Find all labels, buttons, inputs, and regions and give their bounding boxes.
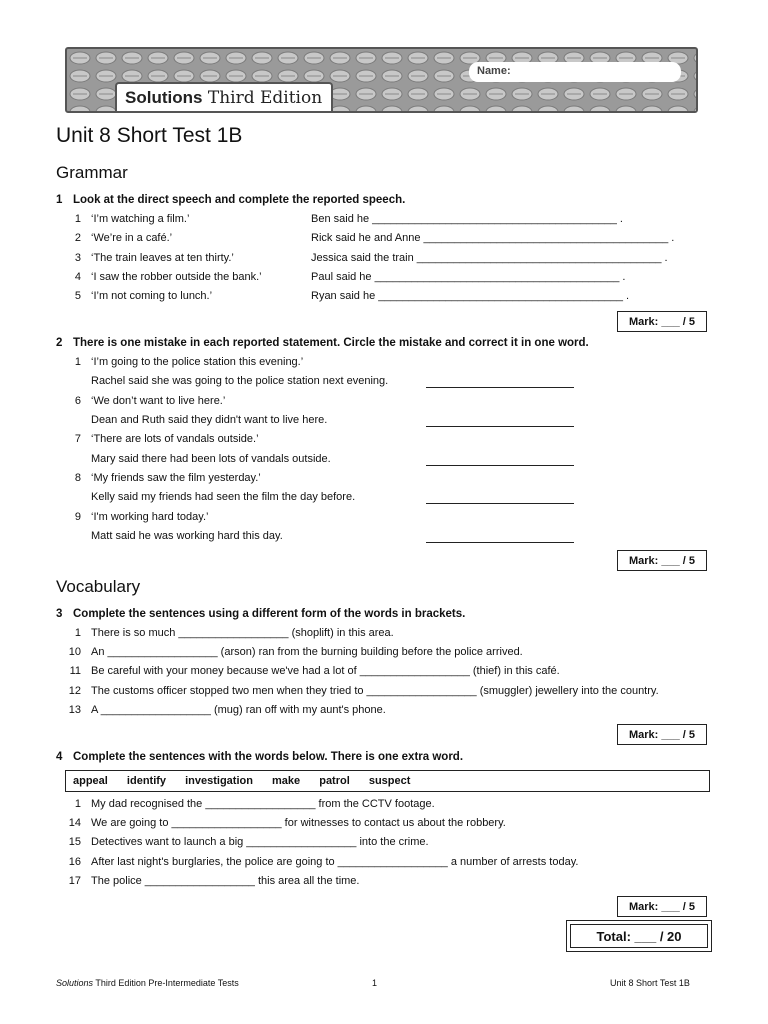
q1-answer[interactable]: Jessica said the train ________________________________________ . [311,252,668,264]
total-score: Total: ___ / 20 [570,924,708,948]
word-bank-item: patrol [319,775,350,787]
q4-heading: 4 Complete the sentences with the words below. There is one extra word. [56,751,464,763]
q3-item[interactable]: 12 The customs officer stopped two men when they tried to __________________ (smuggler) jewellery into the country. [68,685,659,697]
q4-item[interactable]: 16 After last night's burglaries, the police are going to __________________ a number of arrests today. [68,856,579,868]
q2-statement: Dean and Ruth said they didn't want to live here. [91,414,328,426]
brand-rest: Third Edition [202,88,323,108]
q2-statement: Kelly said my friends had seen the film the day before. [91,491,356,503]
q1-item: 3 ‘The train leaves at ten thirty.’ [74,252,234,264]
q2-item: 9 ‘I'm working hard today.’ [74,511,209,523]
q1-item: 4 ‘I saw the robber outside the bank.’ [74,271,262,283]
q1-answer[interactable]: Paul said he ________________________________________ . [311,271,626,283]
word-bank-item: identify [126,775,167,787]
total-box [566,920,712,952]
brand-logo [115,82,333,113]
q2-item: 7 ‘There are lots of vandals outside.’ [74,433,259,445]
q2-answer-line[interactable] [426,465,574,466]
header-banner [65,47,698,113]
word-bank-item: appeal [73,775,108,787]
q2-item: 1 ‘I’m going to the police station this evening.’ [74,356,304,368]
q2-statement: Mary said there had been lots of vandals outside. [91,453,331,465]
word-bank-item: suspect [368,775,411,787]
q2-item: 8 ‘My friends saw the film yesterday.’ [74,472,261,484]
q1-answer[interactable]: Ryan said he ________________________________________ . [311,290,630,302]
q3-item[interactable]: 10 An __________________ (arson) ran from the burning building before the police arrived. [68,646,523,658]
q4-item[interactable]: 17 The police __________________ this area all the time. [68,875,360,887]
word-bank-item: investigation [185,775,253,787]
q3-heading: 3 Complete the sentences using a different form of the words in brackets. [56,608,466,620]
q1-item: 2 ‘We’re in a café.’ [74,232,173,244]
footer-left: Solutions Third Edition Pre-Intermediate Tests [56,978,239,988]
q2-item: 6 ‘We don’t want to live here.’ [74,395,226,407]
q2-statement: Rachel said she was going to the police station next evening. [91,375,389,387]
q4-item[interactable]: 1 My dad recognised the __________________ from the CCTV footage. [74,798,435,810]
q2-answer-line[interactable] [426,387,574,388]
q3-item[interactable]: 11 Be careful with your money because we've had a lot of __________________ (thief) in this café. [69,665,560,677]
q2-answer-line[interactable] [426,503,574,504]
vocabulary-heading: Vocabulary [56,577,141,596]
q4-item[interactable]: 14 We are going to __________________ for witnesses to contact us about the robbery. [68,817,506,829]
grammar-heading: Grammar [56,163,128,182]
q2-answer-line[interactable] [426,426,574,427]
q2-heading: 2 There is one mistake in each reported statement. Circle the mistake and correct it in one word. [56,337,589,349]
q1-answer[interactable]: Ben said he ________________________________________ . [311,213,623,225]
page-number: 1 [372,978,378,988]
q4-mark: Mark: ___ / 5 [617,896,707,917]
q4-item[interactable]: 15 Detectives want to launch a big __________________ into the crime. [68,836,429,848]
q3-item[interactable]: 1 There is so much __________________ (shoplift) in this area. [74,627,394,639]
q1-mark: Mark: ___ / 5 [617,311,707,332]
q1-item: 1 ‘I’m watching a film.’ [74,213,190,225]
q3-mark: Mark: ___ / 5 [617,724,707,745]
q2-answer-line[interactable] [426,542,574,543]
name-field[interactable] [469,62,681,82]
q2-mark: Mark: ___ / 5 [617,550,707,571]
word-bank-item: make [272,775,301,787]
q2-statement: Matt said he was working hard this day. [91,530,283,542]
word-bank [65,770,710,792]
q1-answer[interactable]: Rick said he and Anne ________________________________________ . [311,232,675,244]
q1-item: 5 ‘I’m not coming to lunch.’ [74,290,213,302]
q3-item[interactable]: 13 A __________________ (mug) ran off with my aunt's phone. [68,704,386,716]
q1-heading: 1 Look at the direct speech and complete the reported speech. [56,194,406,206]
footer-right: Unit 8 Short Test 1B [610,978,690,988]
brand-bold: Solutions [125,88,203,107]
page-title: Unit 8 Short Test 1B [56,124,243,147]
name-label: Name: [477,65,511,77]
